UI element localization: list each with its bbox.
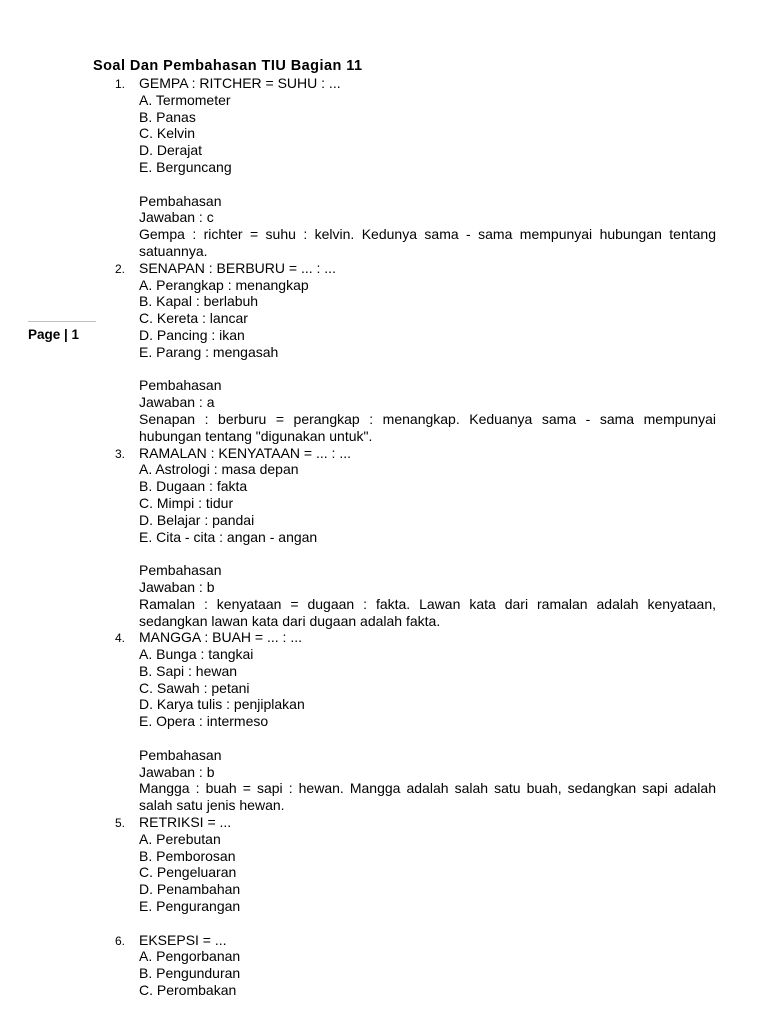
question-item: [93, 629, 723, 814]
explanation-text: Senapan : berburu = perangkap : menangkap. Keduanya sama - sama mempunyai hubungan tentang "digunakan untuk".: [139, 410, 716, 444]
answer-option: C. Kereta : lancar: [139, 310, 248, 327]
question-prompt: EKSEPSI = ...: [139, 931, 227, 948]
answer-option: C. Sawah : petani: [139, 679, 250, 696]
answer-option: B. Pemborosan: [139, 847, 236, 864]
answer-key: Jawaban : c: [139, 209, 214, 226]
answer-option: E. Opera : intermeso: [139, 713, 269, 730]
explanation-text: Mangga : buah = sapi : hewan. Mangga adalah salah satu buah, sedangkan sapi adalah salah satu jenis hewan.: [139, 780, 716, 814]
answer-option: D. Belajar : pandai: [139, 511, 255, 528]
answer-option: E. Berguncang: [139, 158, 232, 175]
answer-option: C. Perombakan: [139, 982, 237, 999]
discussion-heading: Pembahasan: [139, 377, 222, 394]
answer-option: A. Bunga : tangkai: [139, 646, 254, 663]
question-item: [93, 260, 723, 445]
question-number: 1.: [115, 77, 126, 91]
document-body: [93, 58, 723, 999]
blank-line: [139, 176, 723, 193]
explanation-text: Gempa : richter = suhu : kelvin. Kedunya sama - sama mempunyai hubungan tentang satuannya.: [139, 226, 716, 259]
document-title: Soal Dan Pembahasan TIU Bagian 11: [93, 58, 363, 74]
answer-key: Jawaban : b: [139, 578, 215, 595]
question-number: 2.: [115, 261, 126, 276]
discussion-heading: Pembahasan: [139, 746, 222, 763]
page-number-label: Page | 1: [28, 321, 96, 342]
answer-option: D. Penambahan: [139, 881, 241, 898]
discussion-heading: Pembahasan: [139, 192, 222, 209]
answer-option: B. Kapal : berlabuh: [139, 293, 259, 310]
question-prompt: MANGGA : BUAH = ... : ...: [139, 629, 302, 646]
answer-option: D. Derajat: [139, 142, 203, 159]
answer-option: B. Sapi : hewan: [139, 662, 238, 679]
answer-option: E. Pengurangan: [139, 898, 241, 915]
question-number: 5.: [115, 816, 126, 831]
answer-option: C. Kelvin: [139, 125, 196, 142]
question-prompt: RAMALAN : KENYATAAN = ... : ...: [139, 444, 351, 461]
question-number: 6.: [115, 933, 126, 948]
question-item: [93, 814, 723, 915]
answer-option: B. Panas: [139, 108, 196, 125]
question-item: [93, 932, 723, 999]
question-prompt: RETRIKSI = ...: [139, 814, 232, 831]
question-item: [93, 75, 723, 260]
answer-option: A. Perebutan: [139, 830, 221, 847]
question-prompt: GEMPA : RITCHER = SUHU : ...: [139, 75, 341, 91]
answer-option: A. Perangkap : menangkap: [139, 276, 309, 293]
answer-option: A. Astrologi : masa depan: [139, 461, 299, 478]
question-number: 3.: [115, 446, 126, 461]
answer-option: D. Karya tulis : penjiplakan: [139, 696, 305, 713]
question-prompt: SENAPAN : BERBURU = ... : ...: [139, 259, 336, 276]
explanation-text: Ramalan : kenyataan = dugaan : fakta. Lawan kata dari ramalan adalah kenyataan, sedangkan lawan kata dari dugaan adalah fakta.: [139, 595, 716, 629]
answer-key: Jawaban : b: [139, 763, 215, 780]
answer-option: D. Pancing : ikan: [139, 326, 245, 343]
answer-option: E. Cita - cita : angan - angan: [139, 528, 318, 545]
blank-line: [139, 361, 723, 378]
question-item: [93, 445, 723, 630]
answer-option: C. Pengeluaran: [139, 864, 237, 881]
answer-option: B. Pengunduran: [139, 965, 241, 982]
answer-option: E. Parang : mengasah: [139, 343, 279, 360]
answer-option: C. Mimpi : tidur: [139, 494, 234, 511]
blank-line: [139, 545, 723, 562]
discussion-heading: Pembahasan: [139, 562, 222, 579]
answer-option: A. Pengorbanan: [139, 948, 241, 965]
answer-option: B. Dugaan : fakta: [139, 478, 248, 495]
answer-option: A. Termometer: [139, 91, 231, 108]
answer-key: Jawaban : a: [139, 394, 215, 411]
blank-line: [139, 730, 723, 747]
question-number: 4.: [115, 631, 126, 646]
